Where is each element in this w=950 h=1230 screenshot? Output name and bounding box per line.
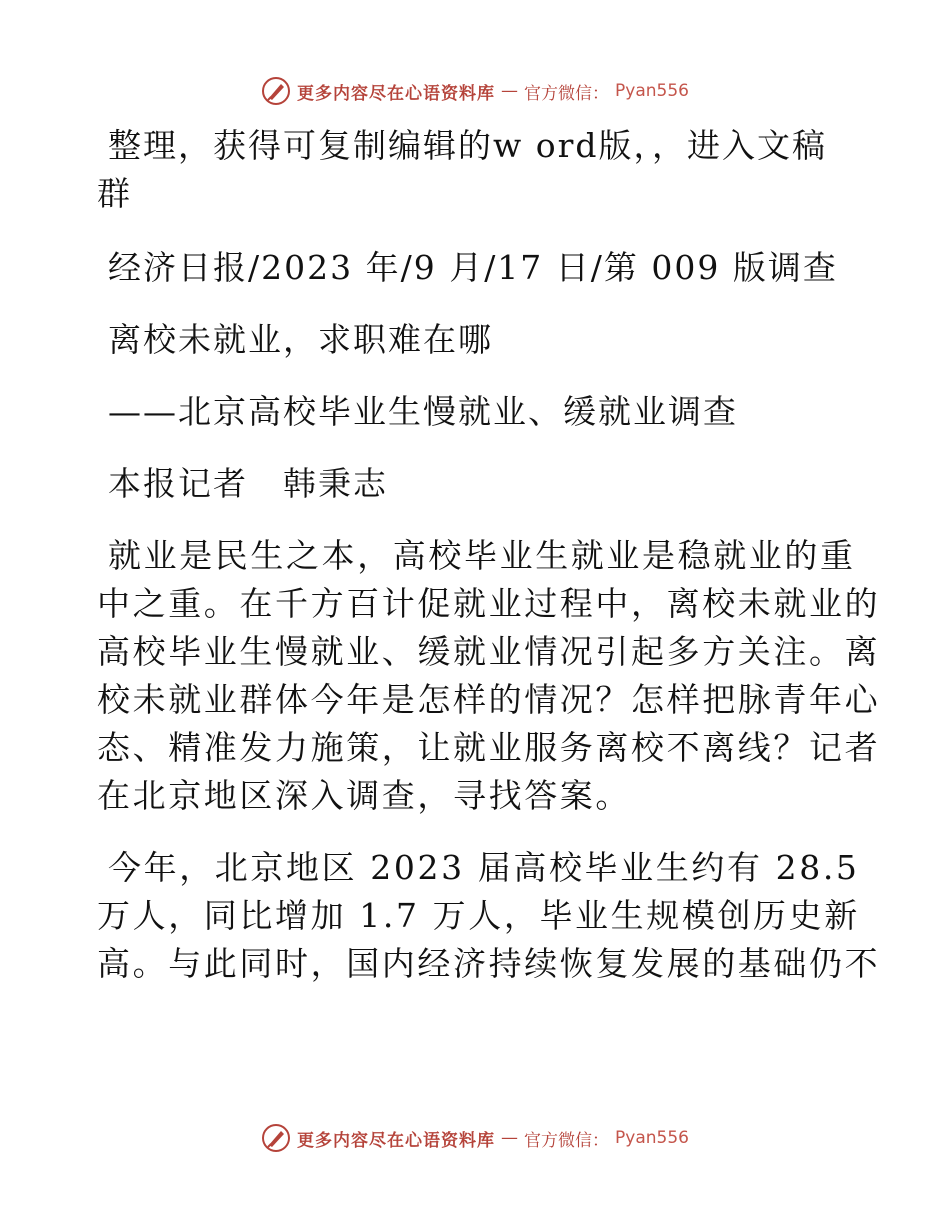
byline-text: 本报记者 韩秉志 xyxy=(108,464,388,503)
paragraph-line: 高。与此同时，国内经济持续恢复发展的基础仍不 xyxy=(97,944,881,983)
banner-brand-text: 更多内容尽在心语资料库 xyxy=(297,1130,496,1151)
banner-wechat-id: Pyan556 xyxy=(615,81,689,101)
body-paragraph-2 xyxy=(97,844,881,988)
headline-text: 离校未就业，求职难在哪 xyxy=(108,320,493,359)
paragraph-line: 今年，北京地区 2023 届高校毕业生约有 28.5 xyxy=(108,848,860,887)
paragraph-line: 高校毕业生慢就业、缓就业情况引起多方关注。离 xyxy=(97,632,881,671)
intro-line: 群 xyxy=(97,174,132,213)
subheadline-text: ——北京高校毕业生慢就业、缓就业调查 xyxy=(108,392,738,431)
paragraph-line: 万人，同比增加 1.7 万人，毕业生规模创历史新 xyxy=(97,896,860,935)
intro-line: 整理，获得可复制编辑的w ord版，，进入文稿 xyxy=(108,126,828,165)
paragraph-line: 中之重。在千方百计促就业过程中，离校未就业的 xyxy=(97,584,881,623)
banner-dash: — xyxy=(501,81,519,101)
banner-wechat-id: Pyan556 xyxy=(615,1128,689,1148)
subheadline xyxy=(97,388,857,436)
document-body xyxy=(97,122,881,1012)
banner-dash: — xyxy=(501,1128,519,1148)
paragraph-line: 校未就业群体今年是怎样的情况？怎样把脉青年心 xyxy=(97,680,881,719)
paragraph-line: 态、精准发力施策，让就业服务离校不离线？记者 xyxy=(97,728,881,767)
paragraph-line: 就业是民生之本，高校毕业生就业是稳就业的重 xyxy=(108,536,856,575)
banner-brand-text: 更多内容尽在心语资料库 xyxy=(297,83,496,104)
source-line xyxy=(97,244,857,292)
body-paragraph-1 xyxy=(97,532,881,820)
banner-contact-label: 官方微信： xyxy=(524,1130,610,1151)
headline xyxy=(97,316,857,364)
quill-logo-icon xyxy=(261,76,291,106)
banner-contact-label: 官方微信： xyxy=(524,83,610,104)
intro-paragraph xyxy=(97,122,857,218)
paragraph-line: 在北京地区深入调查，寻找答案。 xyxy=(97,776,631,815)
quill-logo-icon xyxy=(261,1123,291,1153)
byline xyxy=(97,460,857,508)
header-banner xyxy=(0,71,950,111)
source-text: 经济日报/2023 年/9 月/17 日/第 009 版调查 xyxy=(108,248,838,287)
footer-banner xyxy=(0,1118,950,1158)
